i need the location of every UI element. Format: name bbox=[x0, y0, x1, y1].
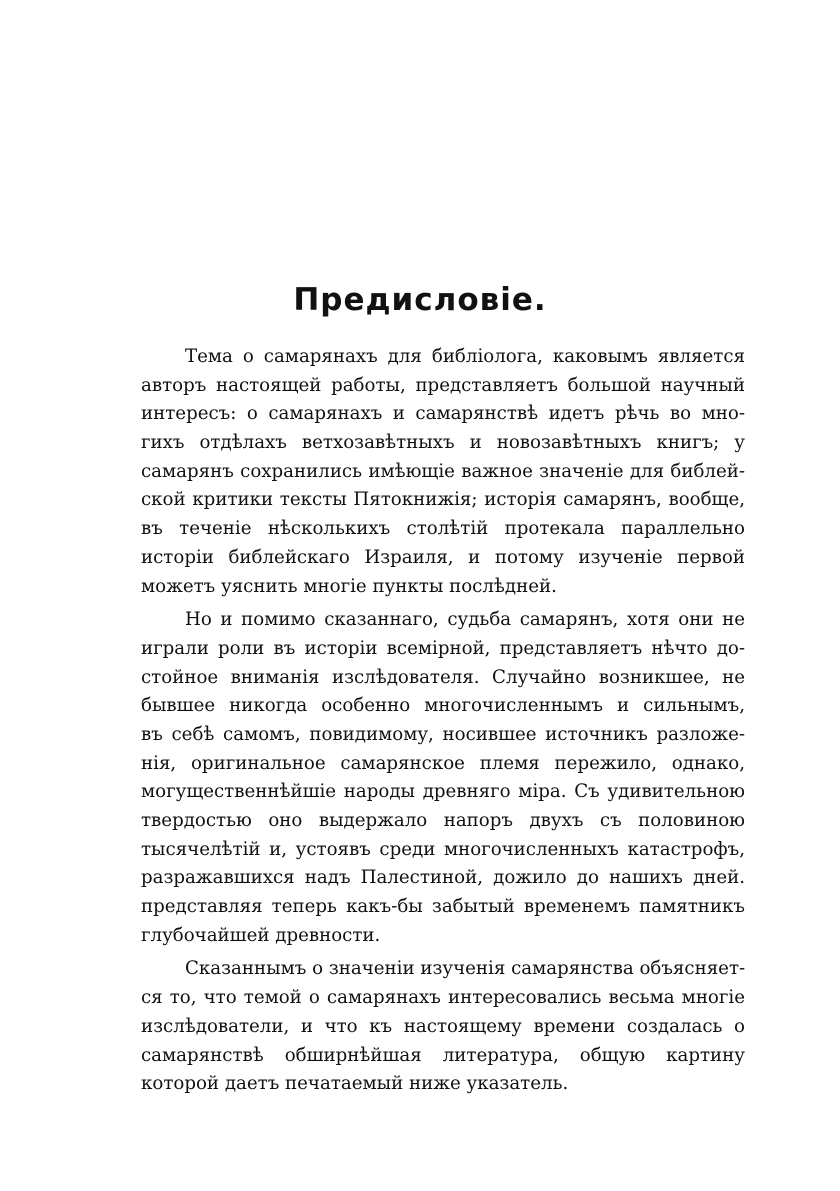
text-line: твердостью оно выдержало напоръ двухъ съ половиною bbox=[141, 810, 745, 831]
text-line: изслѣдователи, и что къ настоящему времени создалась о bbox=[141, 1015, 745, 1037]
text-line: самарянъ сохранились имѣющіе важное значеніе для библей- bbox=[141, 460, 745, 482]
text-line: гихъ отдѣлахъ ветхозавѣтныхъ и новозавѣтныхъ книгъ; у bbox=[141, 432, 745, 454]
text-line: Сказаннымъ о значеніи изученія самарянства объясняет- bbox=[185, 958, 746, 980]
page-title: Предисловіе. bbox=[293, 282, 547, 318]
paragraph bbox=[141, 606, 745, 950]
text-line: глубочайшей древности. bbox=[141, 924, 381, 946]
text-line: можетъ уяснить многіе пункты послѣдней. bbox=[141, 575, 557, 597]
text-line: играли роли въ исторіи всемірной, представляетъ нѣчто до- bbox=[141, 637, 745, 659]
text-line: Тема о самарянахъ для библіолога, каковымъ является bbox=[185, 346, 745, 367]
text-line: разражавшихся надъ Палестиной, дожило до нашихъ дней. bbox=[141, 867, 745, 889]
text-line: бывшее никогда особенно многочисленнымъ и сильнымъ, bbox=[141, 695, 745, 717]
text-line: могущественнѣйшіе народы древняго міра. Съ удивительною bbox=[141, 781, 745, 803]
text-line: самарянствѣ обширнѣйшая литература, общую картину bbox=[141, 1044, 745, 1066]
preface-text bbox=[141, 343, 745, 1104]
text-line: стойное вниманія изслѣдователя. Случайно возникшее, не bbox=[141, 666, 745, 688]
text-line: ской критики тексты Пятокнижія; исторія самарянъ, вообще, bbox=[141, 489, 745, 511]
paragraph bbox=[141, 955, 745, 1098]
paragraph bbox=[141, 343, 745, 601]
text-line: ся то, что темой о самарянахъ интересовались весьма многіе bbox=[141, 987, 745, 1009]
text-line: авторъ настоящей работы, представляетъ большой научный bbox=[141, 374, 745, 396]
text-line: представляя теперь какъ-бы забытый временемъ памятникъ bbox=[141, 896, 745, 918]
text-line: Но и помимо сказаннаго, судьба самарянъ, хотя они не bbox=[185, 609, 745, 631]
text-line: интересъ: о самарянахъ и самарянствѣ идетъ рѣчь во мно- bbox=[141, 403, 745, 425]
text-line: исторіи библейскаго Израиля, и потому изученіе первой bbox=[141, 546, 745, 568]
text-line: тысячелѣтій и, устоявъ среди многочисленныхъ катастрофъ, bbox=[141, 838, 745, 860]
text-line: нія, оригинальное самарянское племя пережило, однако, bbox=[141, 752, 745, 774]
text-line: которой даетъ печатаемый ниже указатель. bbox=[141, 1073, 569, 1095]
text-line: въ себѣ самомъ, повидимому, носившее источникъ разложе- bbox=[141, 723, 745, 745]
text-line: въ теченіе нѣсколькихъ столѣтій протекала параллельно bbox=[141, 518, 745, 540]
